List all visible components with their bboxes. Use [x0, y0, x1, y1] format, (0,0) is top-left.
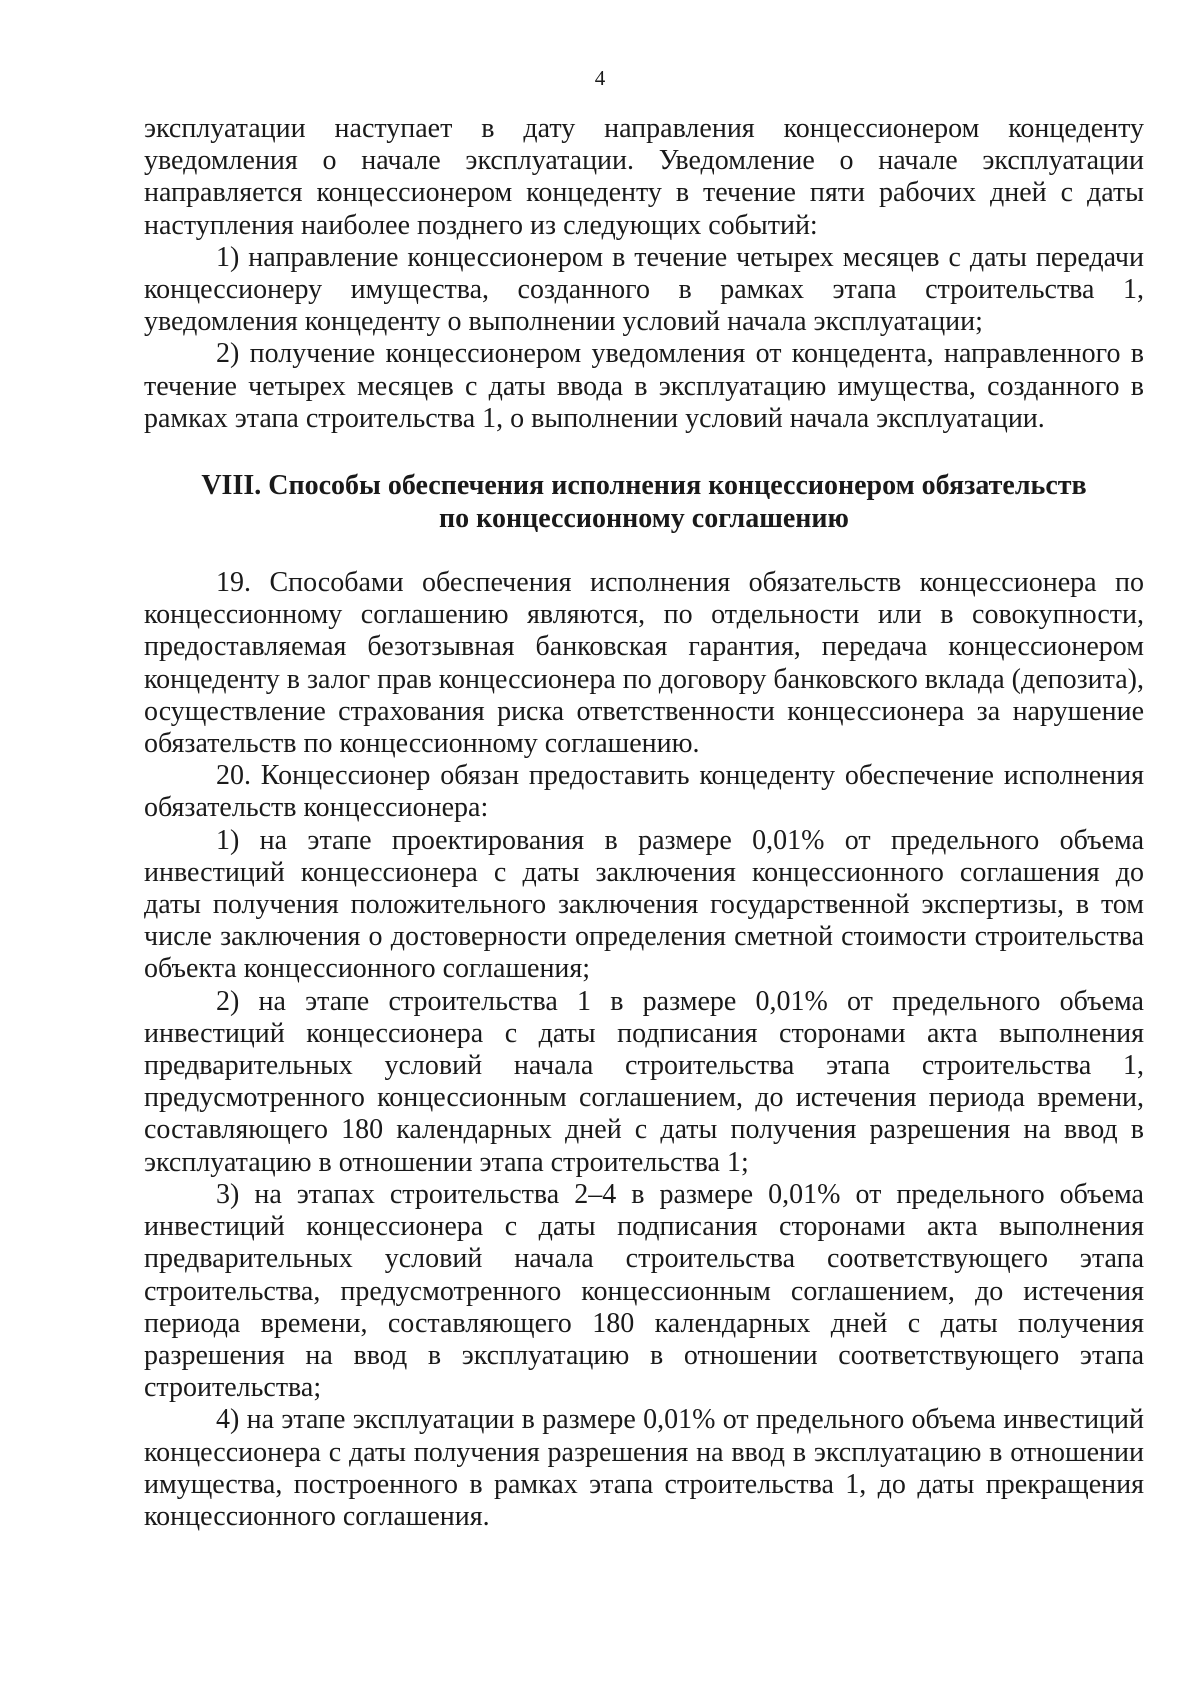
- paragraph-subitem-4: 4) на этапе эксплуатации в размере 0,01% от предельного объема инвестиций концессионера с даты получения разрешения на ввод в эксплуатацию в отношении имущества, построенного в рамках этапа строительства 1, до даты прекращения концессионного соглашения.: [144, 1404, 1144, 1532]
- paragraph-item-2: 2) получение концессионером уведомления от концедента, направленного в течение четырех месяцев с даты ввода в эксплуатацию имущества, созданного в рамках этапа строительства 1, о выполнении условий начала эксплуатации.: [144, 338, 1144, 434]
- section-heading-line-2: по концессионному соглашению: [439, 503, 849, 535]
- section-heading: [144, 469, 1144, 535]
- paragraph-subitem-1: 1) на этапе проектирования в размере 0,01% от предельного объема инвестиций концессионера с даты заключения концессионного соглашения до даты получения положительного заключения государственной экспертизы, в том числе заключения о достоверности определения сметной стоимости строительства объекта концессионного соглашения;: [144, 824, 1144, 985]
- paragraph-subitem-2: 2) на этапе строительства 1 в размере 0,01% от предельного объема инвестиций концессионера с даты подписания сторонами акта выполнения предварительных условий начала строительства этапа строительства 1, предусмотренного концессионным соглашением, до истечения периода времени, составляющего 180 календарных дней с даты получения разрешения на ввод в эксплуатацию в отношении этапа строительства 1;: [144, 985, 1144, 1178]
- section-heading-line-1: VIII. Способы обеспечения исполнения концессионером обязательств: [201, 470, 1087, 502]
- document-body: [144, 113, 1144, 1533]
- paragraph-item-1: 1) направление концессионером в течение четырех месяцев с даты передачи концессионеру имущества, созданного в рамках этапа строительства 1, уведомления концеденту о выполнении условий начала эксплуатации;: [144, 241, 1144, 338]
- page-number: 4: [594, 66, 606, 90]
- paragraph-clause-20: 20. Концессионер обязан предоставить концеденту обеспечение исполнения обязательств концессионера:: [144, 760, 1144, 824]
- paragraph-clause-19: 19. Способами обеспечения исполнения обязательств концессионера по концессионному соглашению являются, по отдельности или в совокупности, предоставляемая безотзывная банковская гарантия, передача концессионером концеденту в залог прав концессионера по договору банковского вклада (депозита), осуществление страхования риска ответственности концессионера за нарушение обязательств по концессионному соглашению.: [144, 567, 1144, 760]
- paragraph-subitem-3: 3) на этапах строительства 2–4 в размере 0,01% от предельного объема инвестиций концессионера с даты подписания сторонами акта выполнения предварительных условий начала строительства соответствующего этапа строительства, предусмотренного концессионным соглашением, до истечения периода времени, составляющего 180 календарных дней с даты получения разрешения на ввод в эксплуатацию в отношении соответствующего этапа строительства;: [144, 1178, 1144, 1404]
- paragraph-continuation: эксплуатации наступает в дату направления концессионером концеденту уведомления о начале эксплуатации. Уведомление о начале эксплуатации направляется концессионером концеденту в течение пяти рабочих дней с даты наступления наиболее позднего из следующих событий:: [144, 113, 1144, 241]
